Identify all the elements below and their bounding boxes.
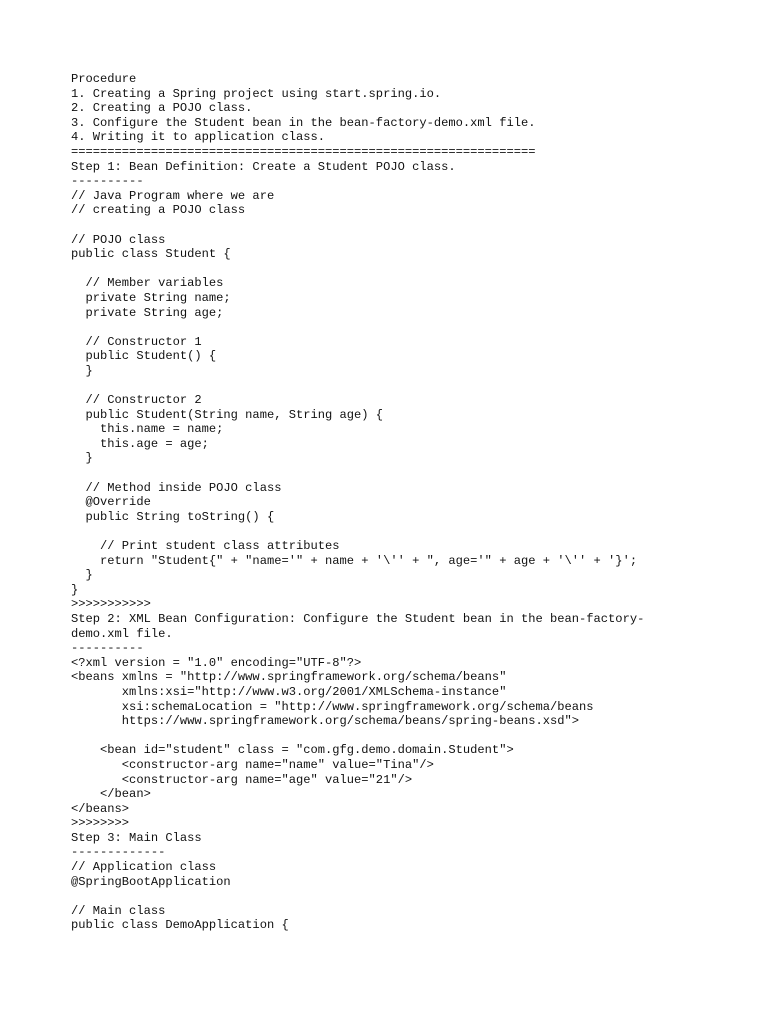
procedure-heading: Procedure	[71, 72, 137, 86]
code-line: private String name;	[71, 290, 231, 305]
blank-line	[71, 729, 711, 744]
section-marker: >>>>>>>>	[71, 816, 130, 831]
code-line: // Print student class attributes	[71, 539, 340, 553]
procedure-step-4: 4. Writing it to application class.	[71, 130, 326, 145]
procedure-step-1: 1. Creating a Spring project using start.spring.io.	[71, 86, 442, 101]
code-line: @Override	[71, 495, 151, 510]
xml-line: <constructor-arg name="name" value="Tina"/>	[71, 757, 434, 772]
xml-line: <bean id="student" class = "com.gfg.demo.domain.Student">	[71, 743, 514, 758]
xml-line: <constructor-arg name="age" value="21"/>	[71, 772, 413, 787]
code-line: public Student(String name, String age) {	[71, 407, 384, 422]
code-line: // POJO class	[71, 232, 166, 247]
step-3-underline: -------------	[71, 845, 166, 860]
document-body	[71, 72, 711, 933]
xml-line: xsi:schemaLocation = "http://www.springframework.org/schema/beans	[71, 699, 594, 714]
code-line: return "Student{" + "name='" + name + '\'' + ", age='" + age + '\'' + '}';	[71, 553, 638, 568]
xml-line: https://www.springframework.org/schema/beans/spring-beans.xsd">	[71, 714, 580, 729]
code-line: // Java Program where we are	[71, 188, 275, 203]
blank-line	[71, 524, 711, 539]
code-line: }	[71, 568, 93, 583]
blank-line	[71, 378, 711, 393]
xml-line: xmlns:xsi="http://www.w3.org/2001/XMLSchema-instance"	[71, 684, 507, 699]
code-line: }	[71, 363, 93, 378]
code-line: this.name = name;	[71, 422, 224, 437]
code-line: // Method inside POJO class	[71, 480, 282, 495]
blank-line	[71, 466, 711, 481]
procedure-step-2: 2. Creating a POJO class.	[71, 101, 253, 116]
code-line: public class Student {	[71, 247, 231, 262]
section-marker: >>>>>>>>>>>	[71, 597, 151, 612]
code-line: public class DemoApplication {	[71, 918, 289, 933]
code-line: // Main class	[71, 903, 166, 918]
code-line: }	[71, 451, 93, 466]
code-line: // Application class	[71, 860, 217, 875]
blank-line	[71, 889, 711, 904]
blank-line	[71, 218, 711, 233]
procedure-step-3: 3. Configure the Student bean in the bean-factory-demo.xml file.	[71, 115, 536, 130]
code-line: }	[71, 582, 79, 597]
code-line: // Constructor 1	[71, 334, 202, 349]
code-line: // creating a POJO class	[71, 203, 246, 218]
blank-line	[71, 262, 711, 277]
step-3-heading: Step 3: Main Class	[71, 830, 202, 845]
code-line: this.age = age;	[71, 436, 209, 451]
step-1-underline: ----------	[71, 174, 144, 189]
code-line: // Constructor 2	[71, 393, 202, 408]
xml-line: </beans>	[71, 801, 130, 816]
step-2-heading: Step 2: XML Bean Configuration: Configure the Student bean in the bean-factory-	[71, 611, 645, 626]
section-divider: ================================================================	[71, 144, 536, 159]
xml-line: <beans xmlns = "http://www.springframework.org/schema/beans"	[71, 670, 507, 685]
step-2-heading-continued: demo.xml file.	[71, 626, 173, 641]
code-line: public String toString() {	[71, 509, 275, 524]
xml-line: </bean>	[71, 787, 151, 802]
code-line: // Member variables	[71, 276, 224, 291]
code-line: public Student() {	[71, 349, 217, 364]
blank-line	[71, 320, 711, 335]
step-2-underline: ----------	[71, 641, 144, 656]
code-line: private String age;	[71, 305, 224, 320]
code-line: @SpringBootApplication	[71, 874, 231, 889]
step-1-heading: Step 1: Bean Definition: Create a Student POJO class.	[71, 159, 456, 174]
xml-line: <?xml version = "1.0" encoding="UTF-8"?>	[71, 655, 362, 670]
